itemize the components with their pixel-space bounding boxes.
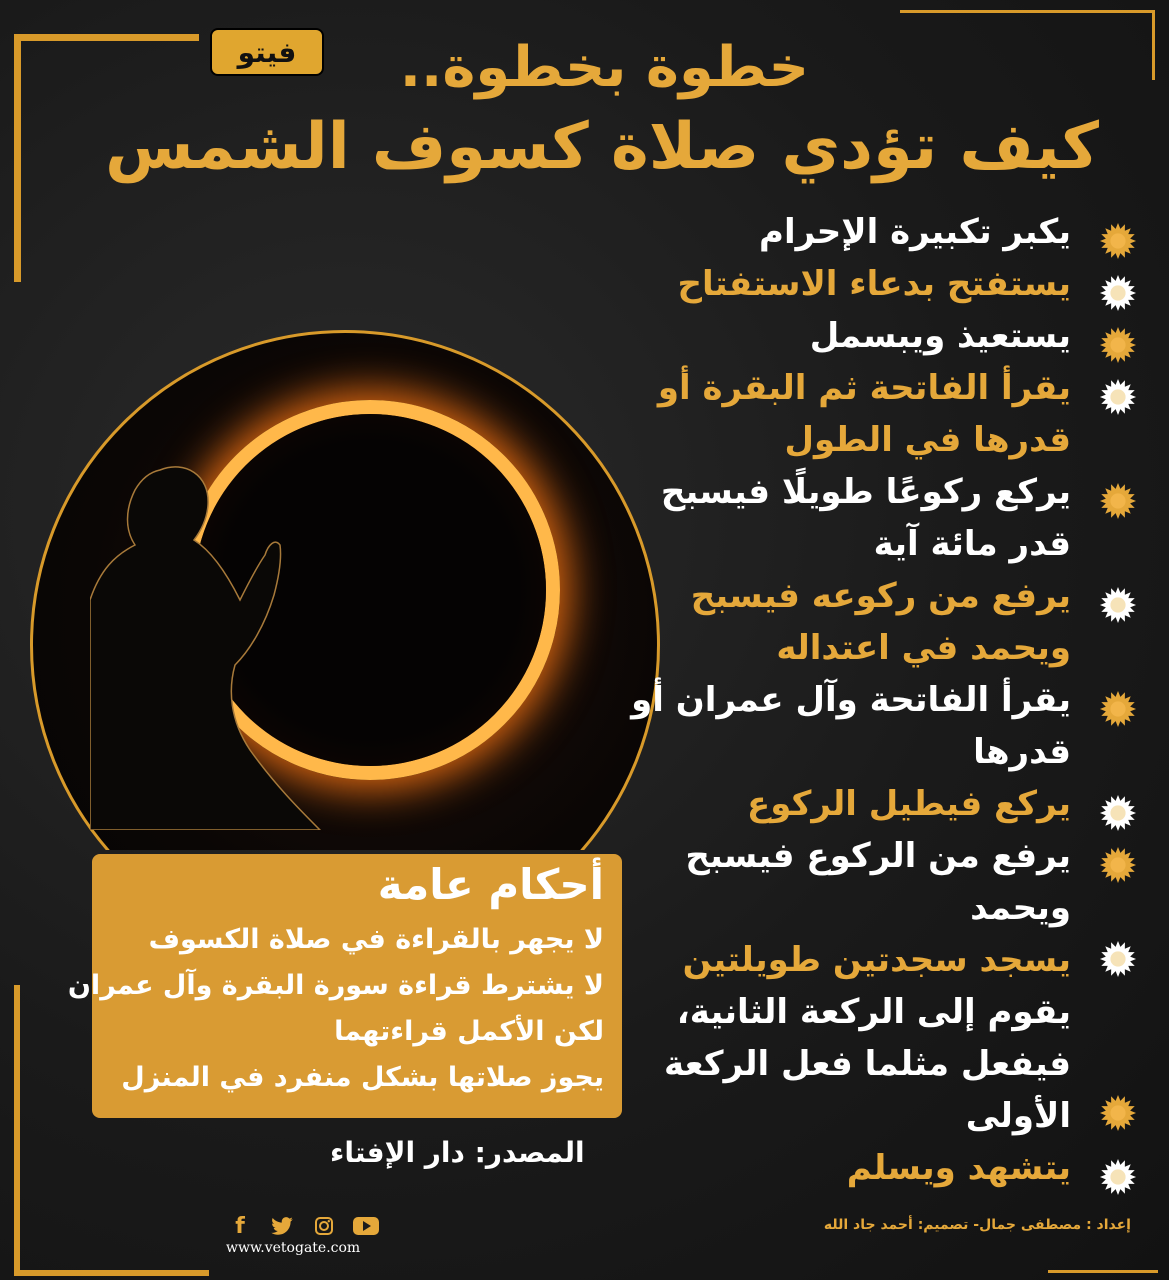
eclipse-illustration bbox=[0, 310, 700, 850]
frame-bottom-right-h bbox=[1048, 1270, 1158, 1273]
rules-title: أحكام عامة bbox=[377, 860, 604, 909]
step-text: يسجد سجدتين طويلتين bbox=[682, 940, 1071, 980]
step-text: يتشهد ويسلم bbox=[846, 1148, 1071, 1188]
step-text: يرفع من الركوع فيسبح bbox=[685, 836, 1071, 876]
step-text: يكبر تكبيرة الإحرام bbox=[759, 212, 1071, 252]
brand-logo: فيتو bbox=[210, 28, 324, 76]
rules-box bbox=[67, 854, 622, 1118]
sun-bullet-icon bbox=[1099, 222, 1137, 260]
step-text: ويحمد bbox=[970, 888, 1071, 928]
step-text: قدرها في الطول bbox=[784, 420, 1071, 460]
social-icons bbox=[226, 1212, 380, 1240]
rule-item: لا يجهر بالقراءة في صلاة الكسوف bbox=[148, 924, 604, 955]
source-text: المصدر: دار الإفتاء bbox=[330, 1136, 585, 1169]
frame-top-right-v bbox=[1152, 10, 1155, 80]
facebook-icon[interactable]: f bbox=[235, 1213, 245, 1239]
frame-top-left-h bbox=[14, 34, 199, 41]
sun-bullet-icon bbox=[1099, 274, 1137, 312]
step-text: يقوم إلى الركعة الثانية، bbox=[676, 992, 1071, 1032]
step-text: قدرها bbox=[973, 732, 1071, 772]
step-text: قدر مائة آية bbox=[873, 524, 1071, 564]
step-text: ويحمد في اعتداله bbox=[776, 628, 1071, 668]
step-text: يستعيذ ويبسمل bbox=[809, 316, 1071, 356]
sun-bullet-icon bbox=[1099, 326, 1137, 364]
sun-bullet-icon bbox=[1099, 482, 1137, 520]
rule-item: لكن الأكمل قراءتهما bbox=[334, 1016, 604, 1047]
sun-bullet-icon bbox=[1099, 1094, 1137, 1132]
frame-top-right-h bbox=[900, 10, 1155, 13]
step-text: فيفعل مثلما فعل الركعة bbox=[664, 1044, 1071, 1084]
step-text: يقرأ الفاتحة وآل عمران أو bbox=[631, 680, 1071, 720]
sun-bullet-icon bbox=[1099, 846, 1137, 884]
step-text: يقرأ الفاتحة ثم البقرة أو bbox=[657, 368, 1071, 408]
step-text: يركع فيطيل الركوع bbox=[747, 784, 1071, 824]
twitter-icon[interactable] bbox=[268, 1212, 296, 1240]
credits-text: إعداد : مصطفى جمال- تصميم: أحمد جاد الله bbox=[823, 1217, 1131, 1233]
sun-bullet-icon bbox=[1099, 940, 1137, 978]
step-text: الأولى bbox=[965, 1096, 1071, 1136]
instagram-icon[interactable] bbox=[310, 1212, 338, 1240]
frame-bottom-left-h bbox=[14, 1270, 209, 1276]
sun-bullet-icon bbox=[1099, 378, 1137, 416]
title-line-2: كيف تؤدي صلاة كسوف الشمس bbox=[105, 110, 1099, 184]
sun-bullet-icon bbox=[1099, 586, 1137, 624]
sun-bullet-icon bbox=[1099, 690, 1137, 728]
youtube-icon[interactable] bbox=[352, 1212, 380, 1240]
website-url[interactable]: www.vetogate.com bbox=[226, 1240, 361, 1256]
rule-item: يجوز صلاتها بشكل منفرد في المنزل bbox=[121, 1062, 604, 1093]
praying-man-silhouette bbox=[90, 450, 350, 830]
step-text: يركع ركوعًا طويلًا فيسبح bbox=[660, 472, 1071, 512]
frame-bottom-left-v bbox=[14, 985, 20, 1275]
step-text: يرفع من ركوعه فيسبح bbox=[690, 576, 1071, 616]
title-line-1: خطوة بخطوة.. bbox=[399, 35, 809, 100]
sun-bullet-icon bbox=[1099, 794, 1137, 832]
step-text: يستفتح بدعاء الاستفتاح bbox=[677, 264, 1071, 304]
frame-top-left-v bbox=[14, 34, 21, 282]
rule-item: لا يشترط قراءة سورة البقرة وآل عمران bbox=[67, 970, 604, 1001]
sun-bullet-icon bbox=[1099, 1158, 1137, 1196]
